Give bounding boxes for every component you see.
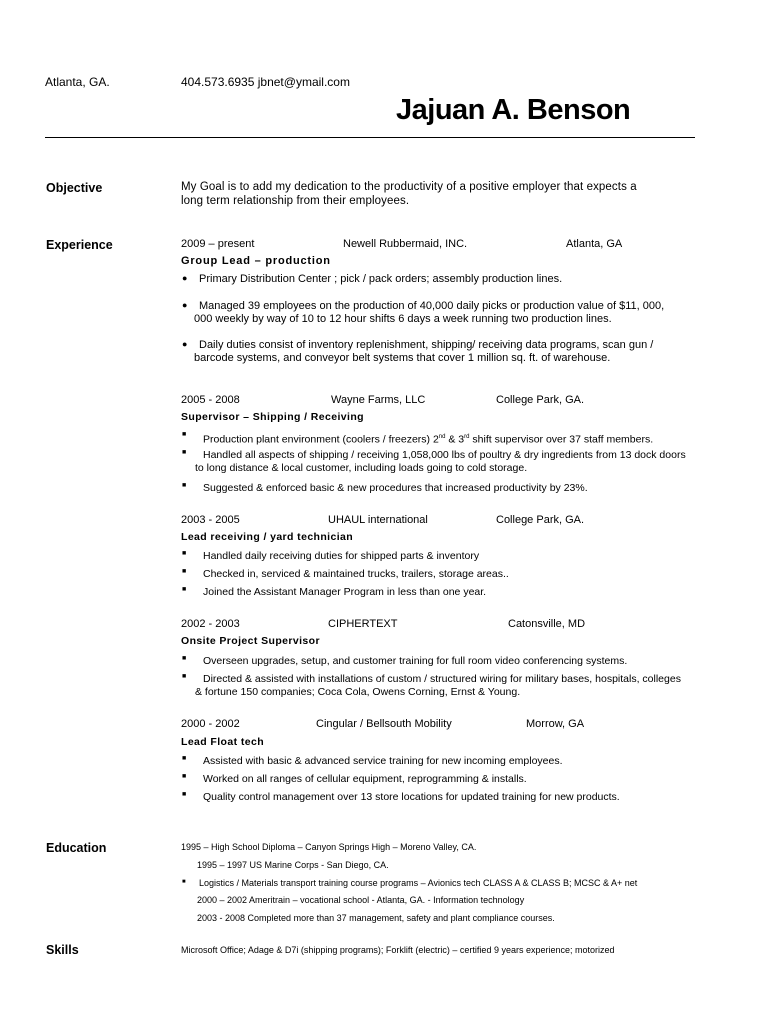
header-divider (45, 137, 695, 138)
job-dates: 2000 - 2002 (181, 718, 240, 730)
education-line: 2000 – 2002 Ameritrain – vocational school - Atlanta, GA. - Information technology (197, 895, 525, 905)
bullet-square-icon: ■ (182, 586, 187, 593)
objective-label: Objective (46, 181, 103, 195)
job-bullet: Checked in, serviced & maintained trucks, trailers, storage areas.. (203, 568, 509, 580)
bullet-square-icon: ■ (182, 879, 186, 885)
job-bullet: Handled all aspects of shipping / receiving 1,058,000 lbs of poultry & dry ingredients from 13 dock doors (203, 449, 686, 461)
job-bullet-cont: & fortune 150 companies; Coca Cola, Owens Corning, Ernst & Young. (195, 686, 521, 698)
job-dates: 2009 – present (181, 238, 255, 250)
bullet-square-icon: ■ (182, 655, 187, 662)
bullet-square-icon: ■ (182, 431, 187, 438)
job-dates: 2005 - 2008 (181, 394, 240, 406)
job-title: Group Lead – production (181, 255, 331, 267)
job-bullet: Worked on all ranges of cellular equipment, reprogramming & installs. (203, 773, 527, 785)
bullet-square-icon: ■ (182, 773, 187, 780)
job-bullet-cont: barcode systems, and conveyor belt systems that cover 1 million sq. ft. of warehouse. (194, 352, 611, 364)
job-bullet: Daily duties consist of inventory replenishment, shipping/ receiving data programs, scan gun / (199, 339, 654, 351)
bullet-square-icon: ■ (182, 568, 187, 575)
bullet-square-icon: ■ (182, 673, 187, 680)
bullet-square-icon: ■ (182, 482, 187, 489)
education-line: 2003 - 2008 Completed more than 37 management, safety and plant compliance courses. (197, 913, 555, 923)
job-bullet: Assisted with basic & advanced service training for new incoming employees. (203, 755, 563, 767)
job-bullet: Production plant environment (coolers / freezers) 2nd & 3rd shift supervisor over 37 staff members. (203, 433, 654, 446)
bullet-square-icon: ■ (182, 755, 187, 762)
job-dates: 2002 - 2003 (181, 618, 240, 630)
education-line: 1995 – 1997 US Marine Corps - San Diego, CA. (197, 860, 389, 870)
objective-line-2: long term relationship from their employees. (181, 195, 410, 207)
job-bullet: Quality control management over 13 store locations for updated training for new products. (203, 791, 620, 803)
bullet-square-icon: ■ (182, 791, 187, 798)
experience-label: Experience (46, 238, 113, 252)
job-dates: 2003 - 2005 (181, 514, 240, 526)
job-company: UHAUL international (328, 514, 428, 526)
job-bullet: Overseen upgrades, setup, and customer training for full room video conferencing systems. (203, 655, 628, 667)
job-bullet: Directed & assisted with installations of custom / structured wiring for military bases, hospitals, colleges (203, 673, 681, 685)
candidate-name: Jajuan A. Benson (396, 94, 631, 126)
job-title: Supervisor – Shipping / Receiving (181, 411, 364, 423)
bullet-dot-icon: ● (182, 339, 188, 349)
job-bullet: Suggested & enforced basic & new procedures that increased productivity by 23%. (203, 482, 588, 494)
job-bullet: Managed 39 employees on the production of 40,000 daily picks or production value of $11, 000, (199, 300, 665, 312)
job-bullet: Joined the Assistant Manager Program in less than one year. (203, 586, 487, 598)
contact-info: 404.573.6935 jbnet@ymail.com (181, 75, 350, 89)
job-location: College Park, GA. (496, 514, 585, 526)
education-line: Logistics / Materials transport training course programs – Avionics tech CLASS A & CLASS B; MCSC & A+ net (199, 878, 638, 888)
job-location: College Park, GA. (496, 394, 585, 406)
job-bullet-cont: 000 weekly by way of 10 to 12 hour shifts 6 days a week running two production lines. (194, 313, 612, 325)
job-company: Newell Rubbermaid, INC. (343, 238, 468, 250)
education-line: 1995 – High School Diploma – Canyon Springs High – Moreno Valley, CA. (181, 842, 477, 852)
job-title: Onsite Project Supervisor (181, 635, 320, 647)
bullet-square-icon: ■ (182, 449, 187, 456)
job-title: Lead Float tech (181, 736, 265, 748)
job-bullet: Primary Distribution Center ; pick / pack orders; assembly production lines. (199, 273, 563, 285)
location: Atlanta, GA. (45, 75, 110, 89)
bullet-dot-icon: ● (182, 300, 188, 310)
job-location: Morrow, GA (526, 718, 585, 730)
skills-line: Microsoft Office; Adage & D7i (shipping programs); Forklift (electric) – certified 9 years experience; motorized (181, 945, 615, 955)
job-company: Wayne Farms, LLC (331, 394, 426, 406)
job-location: Catonsville, MD (508, 618, 586, 630)
objective-line-1: My Goal is to add my dedication to the productivity of a positive employer that expects a (181, 181, 637, 193)
bullet-dot-icon: ● (182, 273, 188, 283)
skills-label: Skills (46, 943, 79, 957)
job-title: Lead receiving / yard technician (181, 531, 354, 543)
job-location: Atlanta, GA (566, 238, 623, 250)
education-label: Education (46, 841, 107, 855)
job-bullet-cont: to long distance & local customer, including loads going to cold storage. (195, 462, 528, 474)
bullet-square-icon: ■ (182, 550, 187, 557)
job-company: Cingular / Bellsouth Mobility (316, 718, 452, 730)
job-company: CIPHERTEXT (328, 618, 398, 630)
job-bullet: Handled daily receiving duties for shipped parts & inventory (203, 550, 480, 562)
